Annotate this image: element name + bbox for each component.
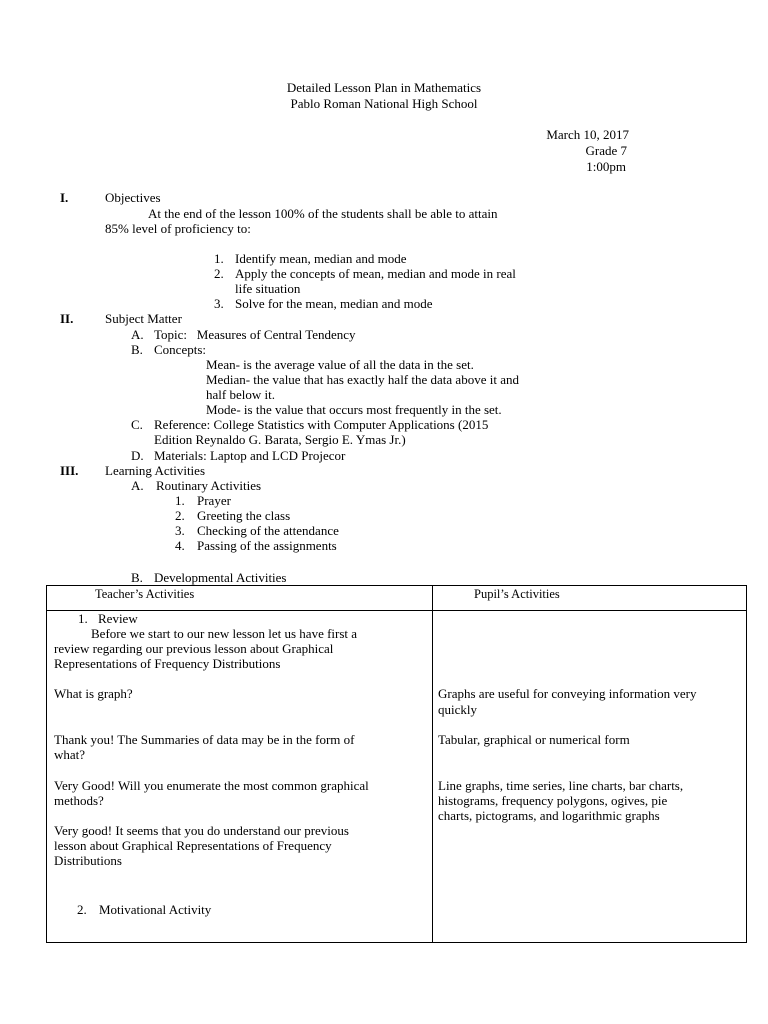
routinary-item: Greeting the class <box>197 508 291 523</box>
lesson-date: March 10, 2017 <box>546 127 629 142</box>
routinary-number: 1. <box>175 493 185 508</box>
teacher-question-summaries: Thank you! The Summaries of data may be in the form of <box>54 732 355 747</box>
routinary-activities-heading: Routinary Activities <box>156 478 262 493</box>
pupil-answer-graph-continuation: quickly <box>438 702 477 717</box>
objective-number: 1. <box>214 251 224 266</box>
reference-line-1: Reference: College Statistics with Computer Applications (2015 <box>154 417 489 432</box>
concept-mean: Mean- is the average value of all the data in the set. <box>206 357 474 372</box>
teacher-review-line: Representations of Frequency Distributions <box>54 656 281 671</box>
subject-letter: D. <box>131 448 144 463</box>
teacher-question-summaries-continuation: what? <box>54 747 86 762</box>
objective-number: 2. <box>214 266 224 281</box>
review-heading: Review <box>98 611 138 626</box>
concept-median-continuation: half below it. <box>206 387 275 402</box>
concept-mode: Mode- is the value that occurs most frequently in the set. <box>206 402 502 417</box>
objective-item: Apply the concepts of mean, median and mode in real <box>235 266 516 281</box>
school-name: Pablo Roman National High School <box>290 96 478 111</box>
teacher-question-methods-continuation: methods? <box>54 793 104 808</box>
subject-matter-heading: Subject Matter <box>105 311 182 326</box>
objectives-intro-line-1: At the end of the lesson 100% of the students shall be able to attain <box>148 206 498 221</box>
materials-line: Materials: Laptop and LCD Projecor <box>154 448 346 463</box>
teacher-review-line: Before we start to our new lesson let us have first a <box>91 626 358 641</box>
document-title: Detailed Lesson Plan in Mathematics <box>286 80 482 95</box>
routinary-item: Passing of the assignments <box>197 538 337 553</box>
teacher-question-graph: What is graph? <box>54 686 133 701</box>
table-column-divider <box>432 586 433 942</box>
reference-line-2: Edition Reynaldo G. Barata, Sergio E. Ymas Jr.) <box>154 432 406 447</box>
activity-letter: A. <box>131 478 144 493</box>
routinary-number: 2. <box>175 508 185 523</box>
teacher-activities-header: Teacher’s Activities <box>95 587 195 601</box>
concepts-heading: Concepts: <box>154 342 206 357</box>
objectives-intro-line-2: 85% level of proficiency to: <box>105 221 251 236</box>
routinary-number: 3. <box>175 523 185 538</box>
motivational-number: 2. <box>77 902 87 917</box>
subject-letter: A. <box>131 327 144 342</box>
section-numeral-subject-matter: II. <box>60 311 74 326</box>
concept-median: Median- the value that has exactly half the data above it and <box>206 372 519 387</box>
objective-item: Solve for the mean, median and mode <box>235 296 433 311</box>
objective-item-continuation: life situation <box>235 281 301 296</box>
pupil-activities-header: Pupil’s Activities <box>474 587 560 601</box>
pupil-answer-forms: Tabular, graphical or numerical form <box>438 732 630 747</box>
teacher-closing-line: Distributions <box>54 853 122 868</box>
table-header-divider <box>47 610 746 611</box>
activity-letter: B. <box>131 570 143 585</box>
activities-table <box>46 585 747 943</box>
objective-number: 3. <box>214 296 224 311</box>
developmental-activities-heading: Developmental Activities <box>154 570 287 585</box>
section-numeral-objectives: I. <box>60 190 69 205</box>
objectives-heading: Objectives <box>105 190 161 205</box>
topic-line: Topic: Measures of Central Tendency <box>154 327 356 342</box>
pupil-answer-methods: Line graphs, time series, line charts, bar charts, <box>438 778 684 793</box>
subject-letter: C. <box>131 417 143 432</box>
section-numeral-learning-activities: III. <box>60 463 79 478</box>
routinary-number: 4. <box>175 538 185 553</box>
grade-level: Grade 7 <box>585 143 627 158</box>
review-number: 1. <box>78 611 88 626</box>
teacher-review-line: review regarding our previous lesson about Graphical <box>54 641 334 656</box>
pupil-answer-graph: Graphs are useful for conveying information very <box>438 686 697 701</box>
pupil-answer-methods: histograms, frequency polygons, ogives, pie <box>438 793 668 808</box>
routinary-item: Prayer <box>197 493 231 508</box>
motivational-activity-heading: Motivational Activity <box>99 902 212 917</box>
routinary-item: Checking of the attendance <box>197 523 339 538</box>
objective-item: Identify mean, median and mode <box>235 251 407 266</box>
lesson-time: 1:00pm <box>586 159 626 174</box>
teacher-closing-line: lesson about Graphical Representations of Frequency <box>54 838 332 853</box>
teacher-question-methods: Very Good! Will you enumerate the most common graphical <box>54 778 369 793</box>
teacher-closing-line: Very good! It seems that you do understand our previous <box>54 823 349 838</box>
subject-letter: B. <box>131 342 143 357</box>
pupil-answer-methods: charts, pictograms, and logarithmic graphs <box>438 808 660 823</box>
learning-activities-heading: Learning Activities <box>105 463 206 478</box>
